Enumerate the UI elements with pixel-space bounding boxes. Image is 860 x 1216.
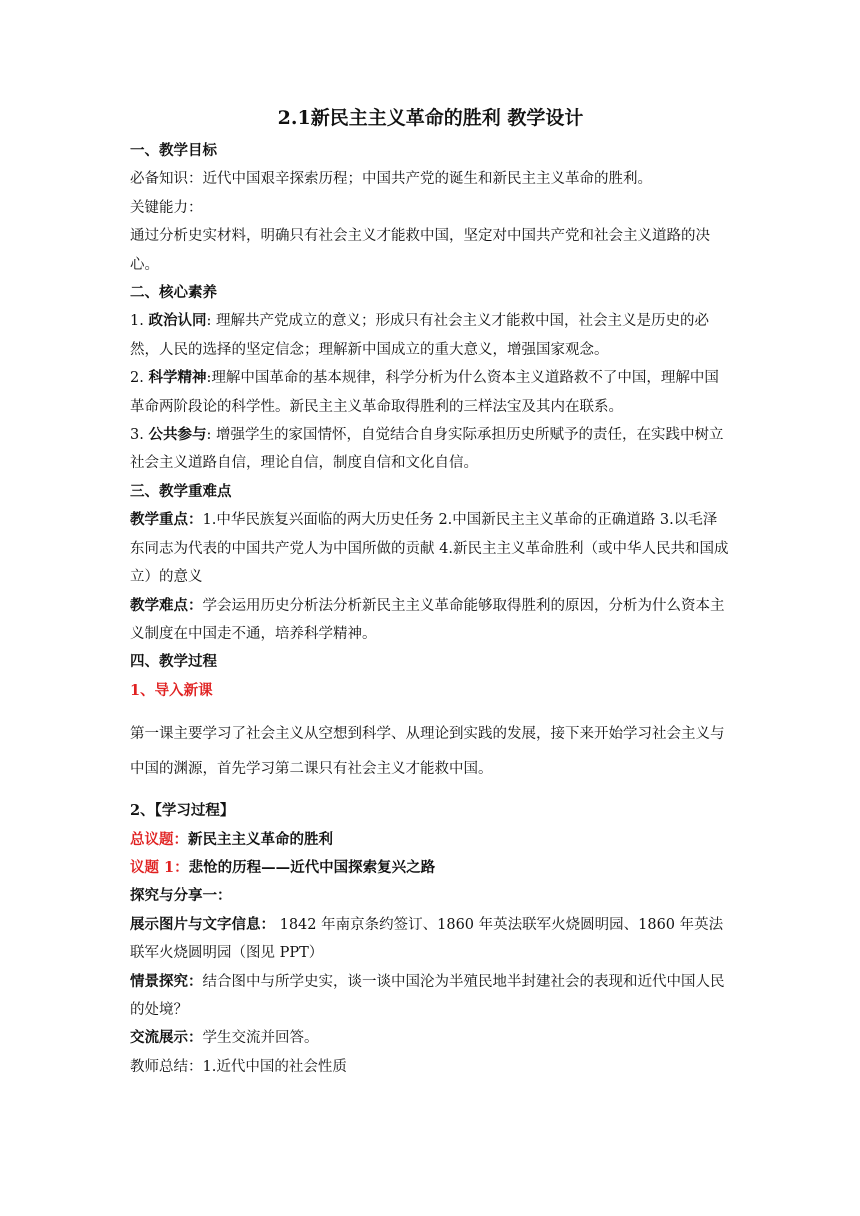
difficult-points: 教学难点：学会运用历史分析法分析新民主主义革命能够取得胜利的原因，分析为什么资本主义制度在中国走不通，培养科学精神。 [130,596,725,642]
literacy-label: 科学精神 [148,369,207,387]
topic-1: 议题 1：悲怆的历程——近代中国探索复兴之路 [130,858,436,876]
objective-ability-label: 关键能力： [130,199,203,216]
show-info: 展示图片与文字信息： 1842 年南京条约签订、1860 年英法联军火烧圆明园、1860 年英法联军火烧圆明园（图见 PPT） [130,915,724,962]
literacy-label: 政治认同 [148,312,207,330]
subheading-learning-process: 2、【学习过程】 [130,802,235,820]
section-heading-literacy: 二、核心素养 [130,284,217,302]
objective-ability-text: 通过分析史实材料，明确只有社会主义才能救中国，坚定对中国共产党和社会主义道路的决心。 [130,228,710,273]
literacy-item-2: 2. 科学精神:理解中国革命的基本规律，科学分析为什么资本主义道路救不了中国，理解中国革命两阶段论的科学性。新民主主义革命取得胜利的三样法宝及其内在联系。 [130,369,719,415]
scene-inquiry: 情景探究：结合图中与所学史实，谈一谈中国沦为半殖民地半封建社会的表现和近代中国人民的处境？ [130,972,725,1018]
section-heading-process: 四、教学过程 [130,653,217,671]
literacy-item-3: 3. 公共参与: 增强学生的家国情怀，自觉结合自身实际承担历史所赋予的责任，在实践中树立社会主义道路自信，理论自信，制度自信和文化自信。 [130,426,724,472]
document-body [130,103,731,1081]
intro-paragraph: 第一课主要学习了社会主义从空想到科学、从理论到实践的发展，接下来开始学习社会主义与中国的渊源，首先学习第二课只有社会主义才能救中国。 [130,726,725,778]
literacy-label: 公共参与 [148,426,207,444]
page-title: 2.1新民主主义革命的胜利 教学设计 [277,107,584,129]
main-topic: 总议题：新民主主义革命的胜利 [130,830,333,848]
explore-heading: 探究与分享一： [130,887,232,905]
section-heading-key-points: 三、教学重难点 [130,482,232,500]
objective-knowledge: 必备知识：近代中国艰辛探索历程；中国共产党的诞生和新民主主义革命的胜利。 [130,171,652,188]
literacy-item-1: 1. 政治认同: 理解共产党成立的意义；形成只有社会主义才能救中国，社会主义是历史的必然，人民的选择的坚定信念；理解新中国成立的重大意义，增强国家观念。 [130,312,709,358]
section-heading-objectives: 一、教学目标 [130,142,217,159]
teacher-summary: 教师总结：1.近代中国的社会性质 [130,1058,347,1075]
exchange-display: 交流展示：学生交流并回答。 [130,1029,319,1047]
subheading-intro: 1、导入新课 [130,681,213,699]
key-points: 教学重点：1.中华民族复兴面临的两大历史任务 2.中国新民主主义革命的正确道路 3.以毛泽东同志为代表的中国共产党人为中国所做的贡献 4.新民主主义革命胜利（或中华人民共和国成立）的意义 [130,511,729,586]
